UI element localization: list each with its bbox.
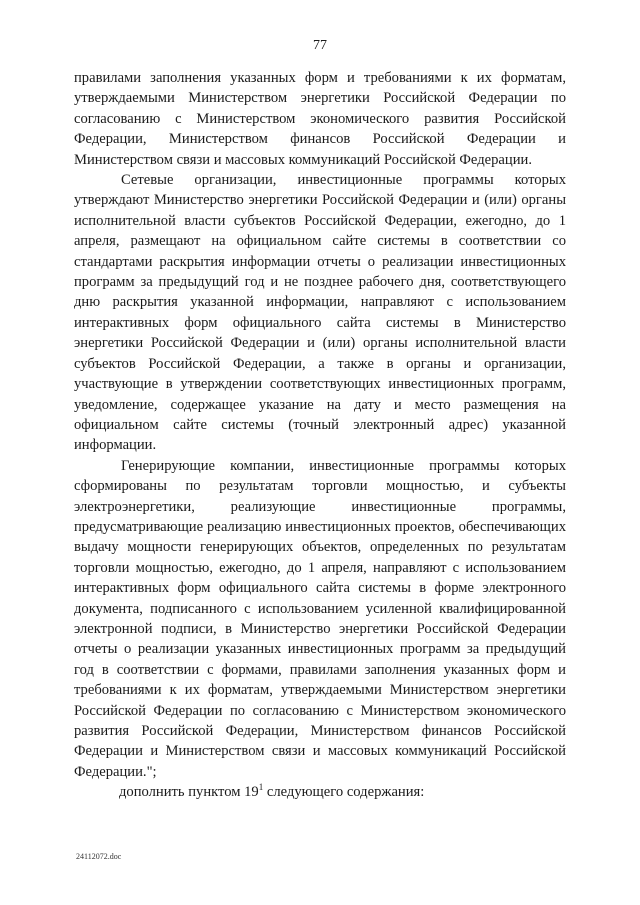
document-body [74,68,566,803]
amendment-text-before: дополнить пунктом 19 [119,784,259,801]
paragraph-generating-companies: Генерирующие компании, инвестиционные программы которых сформированы по результатам торговли мощностью, и субъекты электроэнергетики, реализующие инвестиционные программы, предусматривающие реализацию инвестиционных проектов, обеспечивающих выдачу мощности генерирующих объектов, определенных по результатам торговли мощностью, ежегодно, до 1 апреля, направляют с использованием интерактивных форм официального сайта системы в форме электронного документа, подписанного с использованием усиленной квалифицированной электронной подписи, в Министерство энергетики Российской Федерации отчеты о реализации указанных инвестиционных программ за предыдущий год в соответствии с формами, правилами заполнения указанных форм и требованиями к их форматам, утверждаемыми Министерством энергетики Российской Федерации по согласованию с Министерством экономического развития Российской Федерации, Министерством финансов Российской Федерации и Министерством связи и массовых коммуникаций Российской Федерации."; [74,457,566,780]
amendment-superscript: 1 [258,782,264,793]
paragraph-continuation: правилами заполнения указанных форм и требованиями к их форматам, утверждаемыми Министерством энергетики Российской Федерации по согласованию с Министерством экономического развития Российской Федерации, Министерством финансов Российской Федерации и Министерством связи и массовых коммуникаций Российской Федерации. [74,70,566,168]
paragraph-amendment-instruction [74,782,566,802]
amendment-text-after: следующего содержания: [263,784,425,801]
paragraph-network-organizations: Сетевые организации, инвестиционные программы которых утверждают Министерство энергетики Российской Федерации и (или) органы исполнительной власти субъектов Российской Федерации, ежегодно, до 1 апреля, размещают на официальном сайте системы в соответствии со стандартами раскрытия информации отчеты о реализации инвестиционных программ за предыдущий год и не позднее рабочего дня, соответствующего дню раскрытия указанной информации, направляют с использованием интерактивных форм официального сайта системы в Министерство энергетики Российской Федерации и (или) органы исполнительной власти субъектов Российской Федерации, а также в органы и организации, участвующие в утверждении соответствующих инвестиционных программ, уведомление, содержащее указание на дату и место размещения на официальном сайте системы (точный электронный адрес) указанной информации. [74,172,566,454]
footer-file-code: 24112072.doc [76,852,122,861]
page-number: 77 [313,38,327,53]
